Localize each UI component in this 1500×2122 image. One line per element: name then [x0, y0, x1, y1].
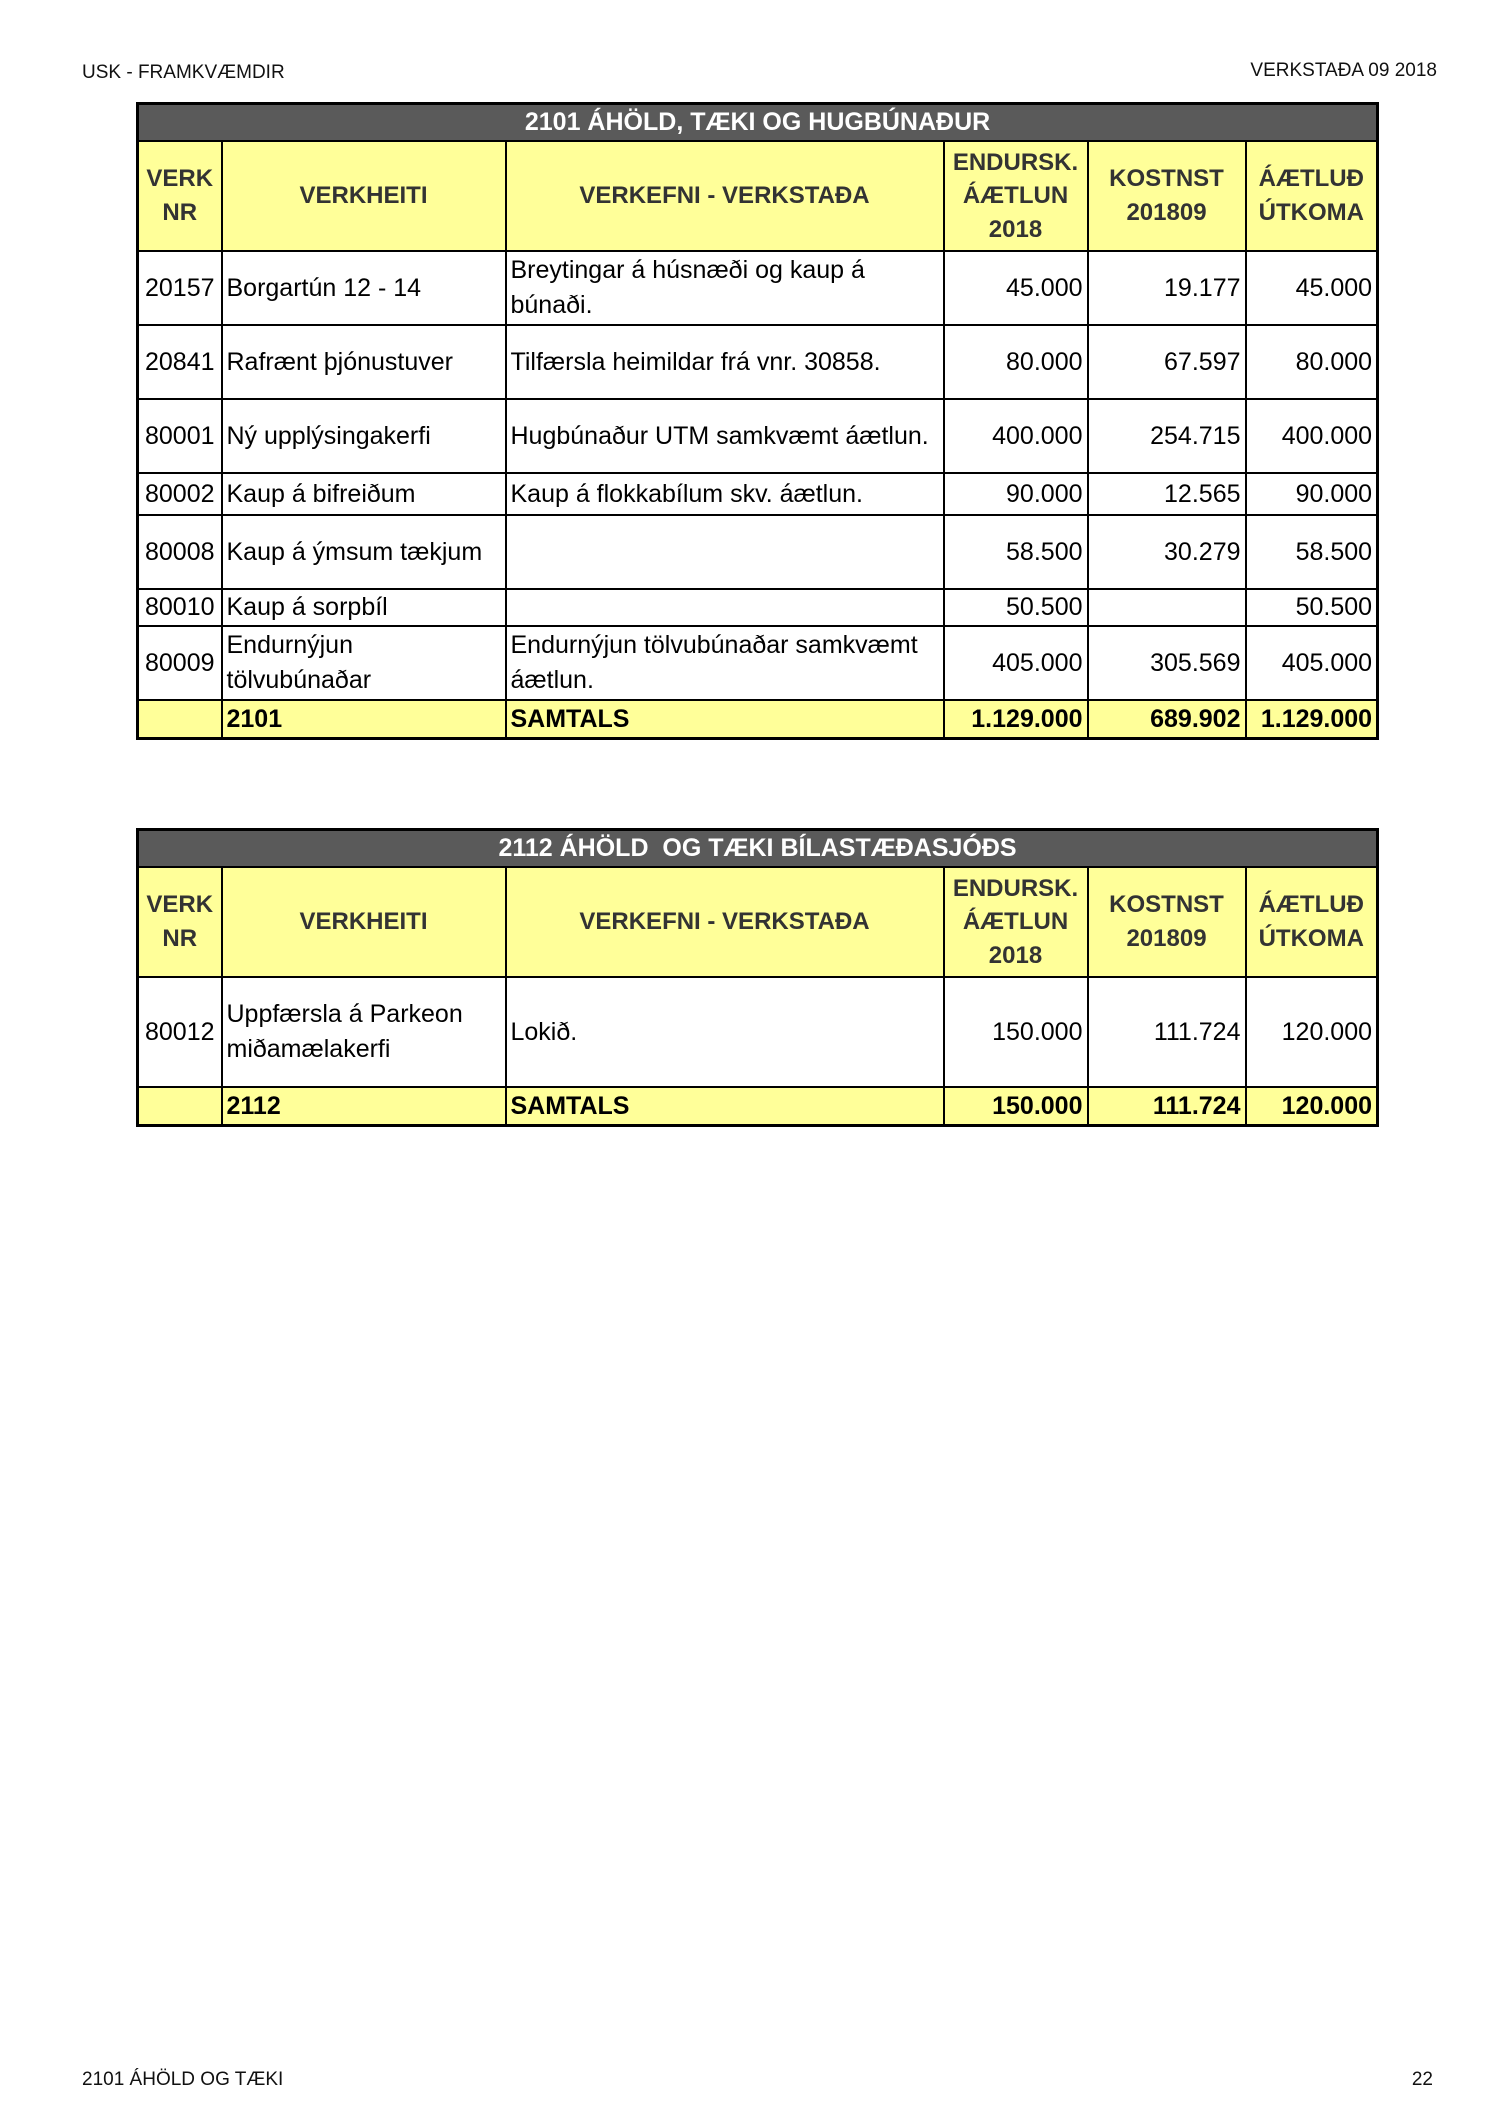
- cell-verkefni: Kaup á flokkabílum skv. áætlun.: [506, 473, 944, 515]
- budget-table-2112: [136, 828, 1379, 1127]
- cell-nr: 80002: [138, 473, 222, 515]
- cell-verkheiti: Ný upplýsingakerfi: [222, 399, 506, 473]
- table-header-row: [138, 141, 1378, 251]
- total-label: SAMTALS: [506, 700, 944, 739]
- cell-verkheiti: Kaup á ýmsum tækjum: [222, 515, 506, 589]
- col-header-nr: VERK NR: [138, 141, 222, 251]
- cell-verkefni: Endurnýjun tölvubúnaðar samkvæmt áætlun.: [506, 626, 944, 700]
- cell-utkoma: 405.000: [1246, 626, 1378, 700]
- col-header-kostnst: KOSTNST 201809: [1088, 141, 1246, 251]
- cell-verkefni: Lokið.: [506, 977, 944, 1087]
- table-title: 2101 ÁHÖLD, TÆKI OG HUGBÚNAÐUR: [138, 104, 1378, 142]
- page-footer-left: 2101 ÁHÖLD OG TÆKI: [82, 2069, 284, 2090]
- cell-aetlun: 400.000: [944, 399, 1088, 473]
- table-title: 2112 ÁHÖLD OG TÆKI BÍLASTÆÐASJÓÐS: [138, 830, 1378, 868]
- col-header-kostnst: KOSTNST 201809: [1088, 867, 1246, 977]
- col-header-nr: VERK NR: [138, 867, 222, 977]
- table-row: [138, 977, 1378, 1087]
- page-header-left: USK - FRAMKVÆMDIR: [82, 62, 285, 83]
- cell-verkefni: [506, 515, 944, 589]
- total-nr-empty: [138, 1087, 222, 1126]
- table-title-row: [138, 104, 1378, 142]
- col-header-aetlun: ENDURSK. ÁÆTLUN 2018: [944, 141, 1088, 251]
- cell-verkheiti: Borgartún 12 - 14: [222, 251, 506, 325]
- total-label: SAMTALS: [506, 1087, 944, 1126]
- total-code: 2112: [222, 1087, 506, 1126]
- col-header-verkheiti: VERKHEITI: [222, 867, 506, 977]
- table-header-row: [138, 867, 1378, 977]
- cell-nr: 80001: [138, 399, 222, 473]
- cell-aetlun: 150.000: [944, 977, 1088, 1087]
- total-nr-empty: [138, 700, 222, 739]
- budget-table-2101: [136, 102, 1379, 740]
- cell-verkheiti: Endurnýjun tölvubúnaðar: [222, 626, 506, 700]
- cell-verkheiti: Rafrænt þjónustuver: [222, 325, 506, 399]
- total-aetlun: 150.000: [944, 1087, 1088, 1126]
- cell-kostnst: 305.569: [1088, 626, 1246, 700]
- cell-nr: 80010: [138, 589, 222, 626]
- cell-kostnst: 111.724: [1088, 977, 1246, 1087]
- total-utkoma: 1.129.000: [1246, 700, 1378, 739]
- cell-kostnst: 254.715: [1088, 399, 1246, 473]
- col-header-verkheiti: VERKHEITI: [222, 141, 506, 251]
- page-number: 22: [1411, 2069, 1433, 2090]
- cell-nr: 20157: [138, 251, 222, 325]
- cell-kostnst: 19.177: [1088, 251, 1246, 325]
- cell-verkefni: [506, 589, 944, 626]
- cell-kostnst: [1088, 589, 1246, 626]
- cell-aetlun: 405.000: [944, 626, 1088, 700]
- cell-nr: 20841: [138, 325, 222, 399]
- table-row: [138, 626, 1378, 700]
- total-aetlun: 1.129.000: [944, 700, 1088, 739]
- cell-utkoma: 58.500: [1246, 515, 1378, 589]
- table-row: [138, 515, 1378, 589]
- cell-aetlun: 50.500: [944, 589, 1088, 626]
- cell-aetlun: 58.500: [944, 515, 1088, 589]
- cell-verkheiti: Kaup á sorpbíl: [222, 589, 506, 626]
- cell-utkoma: 400.000: [1246, 399, 1378, 473]
- cell-verkefni: Hugbúnaður UTM samkvæmt áætlun.: [506, 399, 944, 473]
- cell-nr: 80012: [138, 977, 222, 1087]
- cell-utkoma: 90.000: [1246, 473, 1378, 515]
- table-row: [138, 473, 1378, 515]
- cell-aetlun: 80.000: [944, 325, 1088, 399]
- total-kostnst: 111.724: [1088, 1087, 1246, 1126]
- page-header-right: VERKSTAÐA 09 2018: [1250, 60, 1437, 81]
- cell-verkefni: Tilfærsla heimildar frá vnr. 30858.: [506, 325, 944, 399]
- cell-utkoma: 45.000: [1246, 251, 1378, 325]
- total-code: 2101: [222, 700, 506, 739]
- col-header-verkefni: VERKEFNI - VERKSTAÐA: [506, 867, 944, 977]
- cell-utkoma: 80.000: [1246, 325, 1378, 399]
- cell-nr: 80008: [138, 515, 222, 589]
- table-title-row: [138, 830, 1378, 868]
- cell-aetlun: 90.000: [944, 473, 1088, 515]
- total-kostnst: 689.902: [1088, 700, 1246, 739]
- table-row: [138, 589, 1378, 626]
- cell-aetlun: 45.000: [944, 251, 1088, 325]
- col-header-utkoma: ÁÆTLUÐ ÚTKOMA: [1246, 141, 1378, 251]
- total-utkoma: 120.000: [1246, 1087, 1378, 1126]
- cell-utkoma: 50.500: [1246, 589, 1378, 626]
- cell-kostnst: 30.279: [1088, 515, 1246, 589]
- cell-utkoma: 120.000: [1246, 977, 1378, 1087]
- total-row: [138, 1087, 1378, 1126]
- cell-verkheiti: Kaup á bifreiðum: [222, 473, 506, 515]
- cell-verkefni: Breytingar á húsnæði og kaup á búnaði.: [506, 251, 944, 325]
- col-header-verkefni: VERKEFNI - VERKSTAÐA: [506, 141, 944, 251]
- col-header-utkoma: ÁÆTLUÐ ÚTKOMA: [1246, 867, 1378, 977]
- total-row: [138, 700, 1378, 739]
- cell-kostnst: 67.597: [1088, 325, 1246, 399]
- cell-kostnst: 12.565: [1088, 473, 1246, 515]
- col-header-aetlun: ENDURSK. ÁÆTLUN 2018: [944, 867, 1088, 977]
- cell-verkheiti: Uppfærsla á Parkeon miðamælakerfi: [222, 977, 506, 1087]
- table-row: [138, 325, 1378, 399]
- cell-nr: 80009: [138, 626, 222, 700]
- table-row: [138, 251, 1378, 325]
- table-row: [138, 399, 1378, 473]
